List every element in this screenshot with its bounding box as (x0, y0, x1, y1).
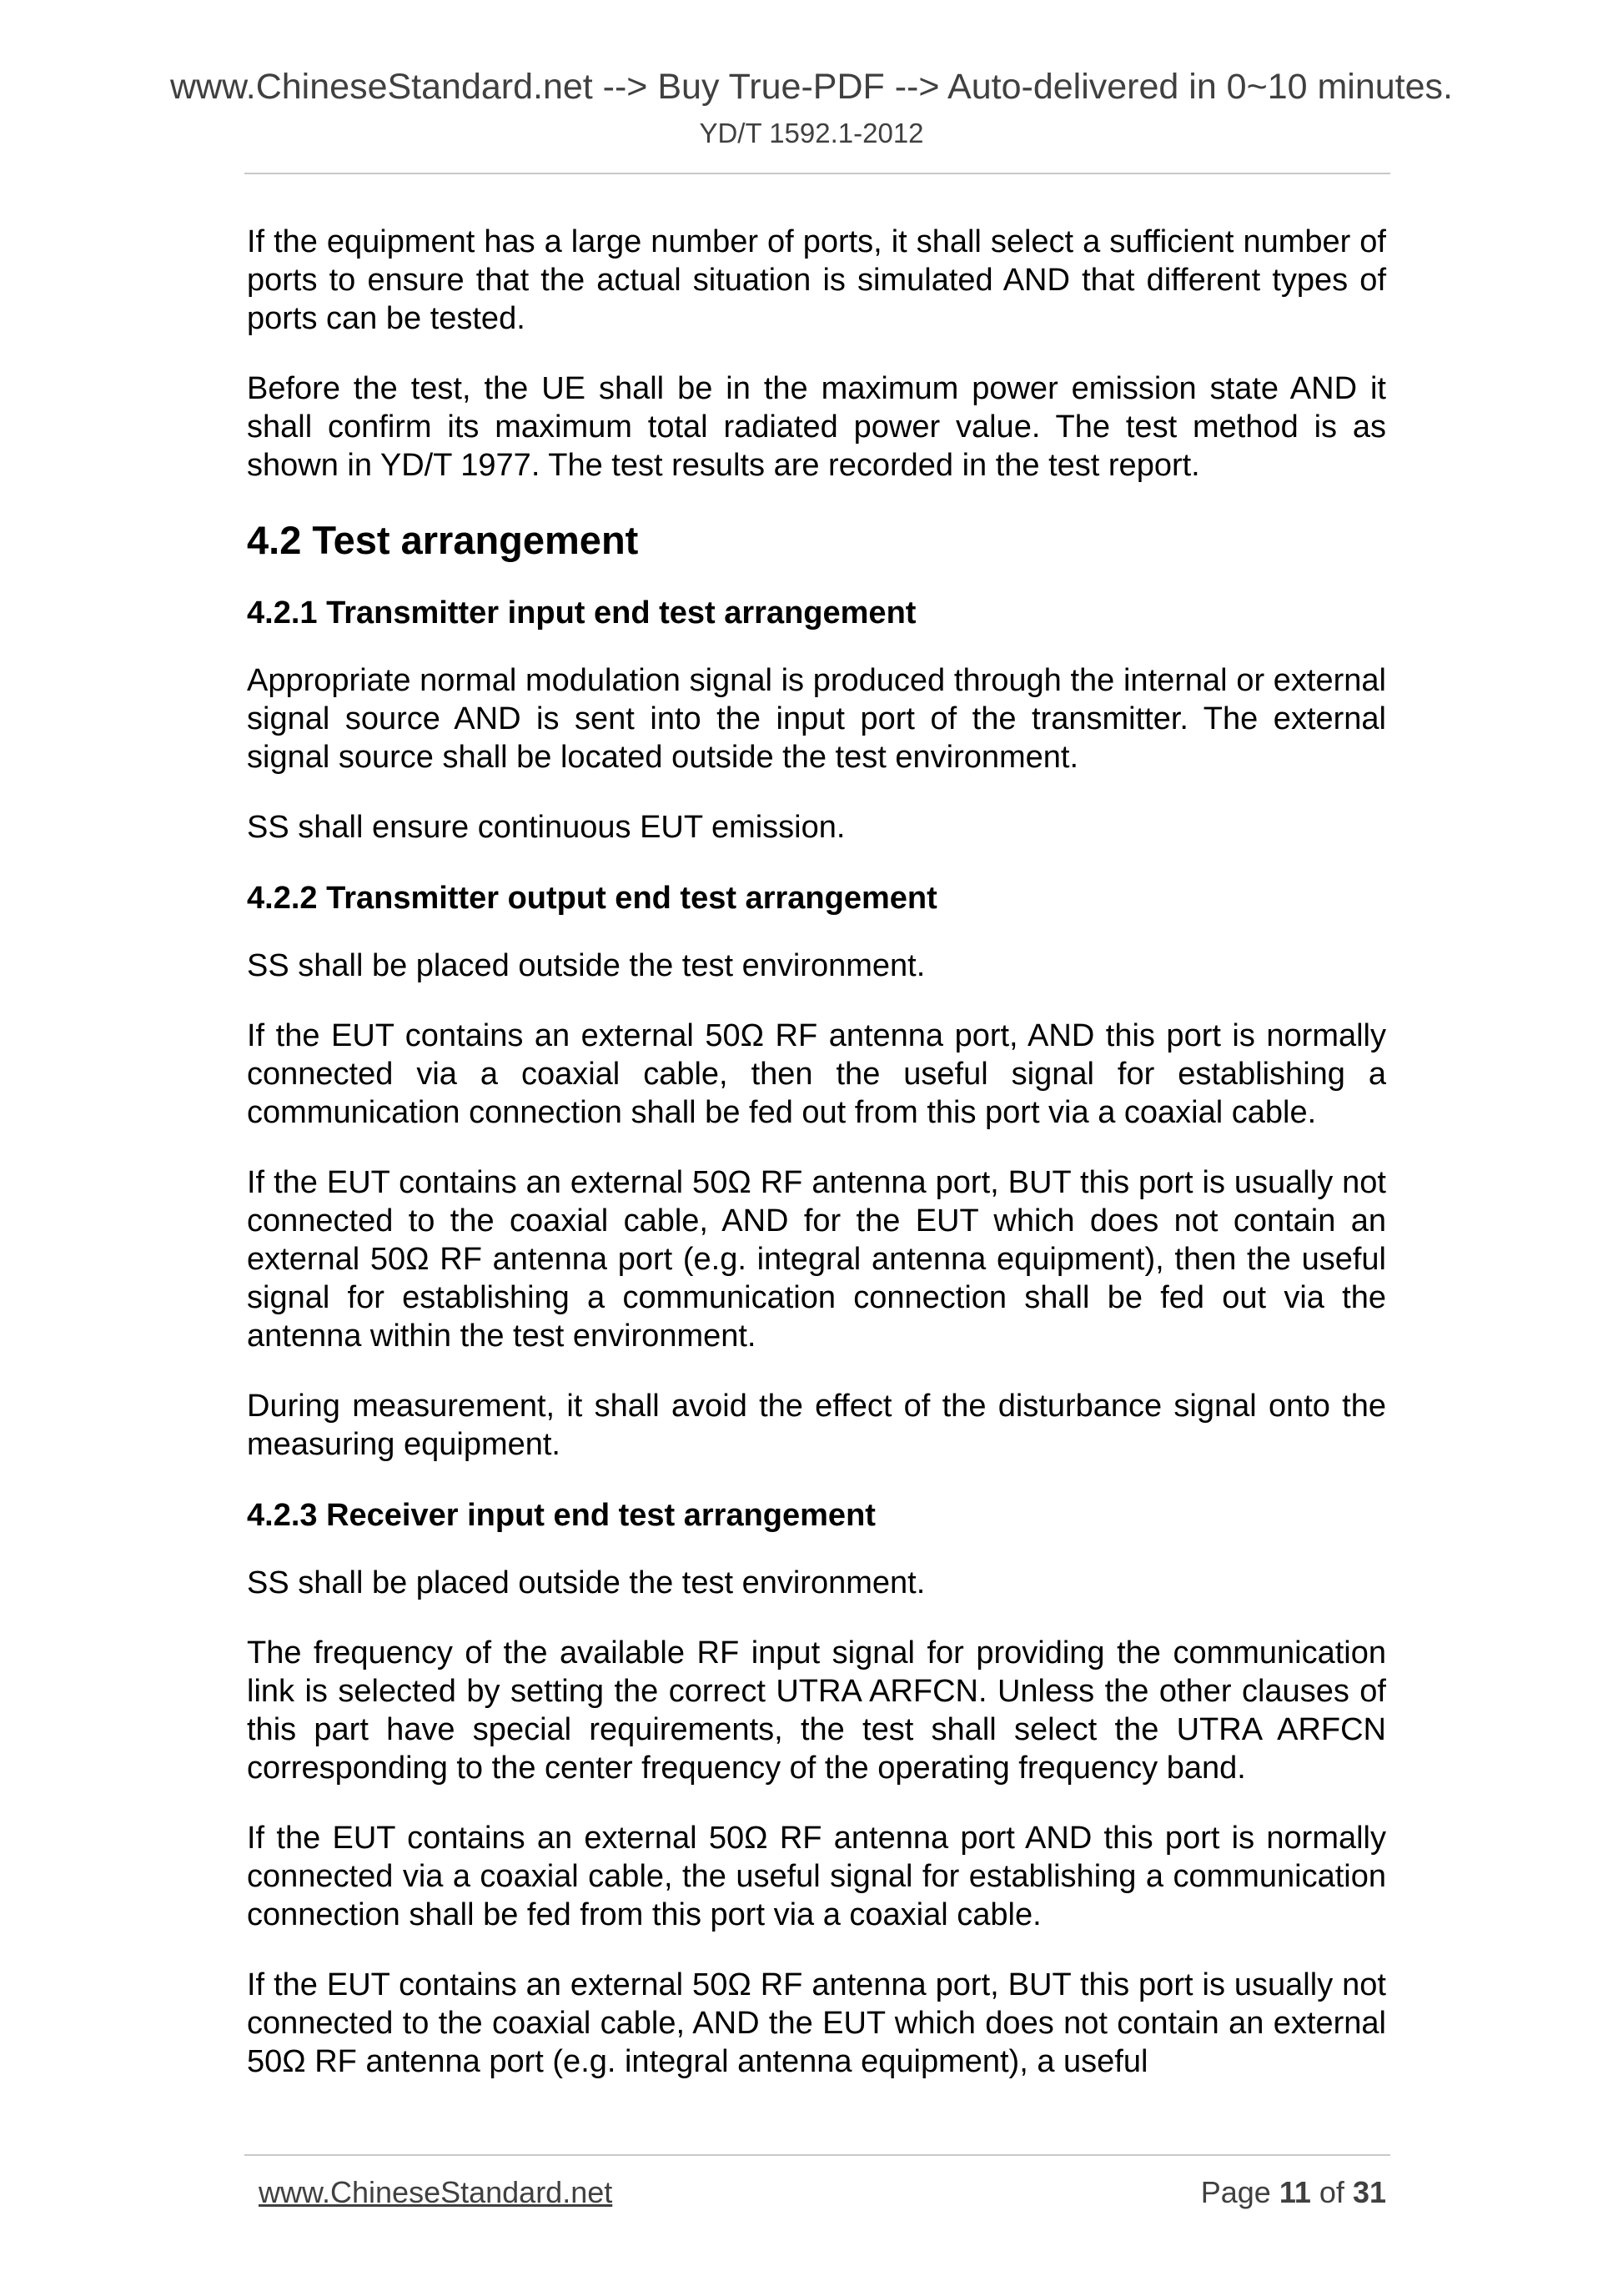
page-of: of (1319, 2175, 1344, 2209)
paragraph: During measurement, it shall avoid the effect of the disturbance signal onto the measuring equipment. (247, 1389, 1386, 1462)
paragraph: The frequency of the available RF input signal for providing the communication link is selected by setting the correct UTRA ARFCN. Unless the other clauses of this part have special requirements, the test shall select the UTRA ARFCN corresponding to the center frequency of the operating frequency band. (247, 1635, 1386, 1786)
paragraph: SS shall be placed outside the test environment. (247, 948, 926, 983)
page-header (0, 63, 1623, 152)
total-pages: 31 (1352, 2175, 1386, 2209)
subsection-heading-4-2-3: 4.2.3 Receiver input end test arrangement (247, 1498, 876, 1533)
subsection-heading-4-2-2: 4.2.2 Transmitter output end test arrangement (247, 881, 937, 916)
page-indicator (1201, 2173, 1386, 2212)
standard-number: YD/T 1592.1-2012 (699, 118, 924, 148)
footer-site-link[interactable]: www.ChineseStandard.net (259, 2175, 613, 2209)
paragraph: SS shall ensure continuous EUT emission. (247, 810, 846, 845)
page-word: Page (1200, 2175, 1271, 2209)
header-divider (244, 173, 1390, 174)
paragraph: If the EUT contains an external 50Ω RF antenna port, AND this port is normally connected via a coaxial cable, then the useful signal for establishing a communication connection shall be fed out from this port via a coaxial cable. (247, 1018, 1386, 1130)
header-banner: www.ChineseStandard.net --> Buy True-PDF --> Auto-delivered in 0~10 minutes. (169, 67, 1453, 107)
document-body (247, 223, 1386, 2113)
paragraph: Before the test, the UE shall be in the maximum power emission state AND it shall confirm its maximum total radiated power value. The test method is as shown in YD/T 1977. The test results are recorded in the test report. (247, 371, 1386, 483)
paragraph: SS shall be placed outside the test environment. (247, 1565, 926, 1600)
paragraph: If the EUT contains an external 50Ω RF antenna port AND this port is normally connected via a coaxial cable, the useful signal for establishing a communication connection shall be fed from this port via a coaxial cable. (247, 1821, 1386, 1932)
paragraph: If the EUT contains an external 50Ω RF antenna port, BUT this port is usually not connected to the coaxial cable, AND the EUT which does not contain an external 50Ω RF antenna port (e.g. integral antenna equipment), a useful (247, 1967, 1386, 2079)
paragraph: If the EUT contains an external 50Ω RF antenna port, BUT this port is usually not connected to the coaxial cable, AND for the EUT which does not contain an external 50Ω RF antenna port (e.g. integral antenna equipment), then the useful signal for establishing a communication connection shall be fed out via the antenna within the test environment. (247, 1165, 1386, 1354)
footer-divider (244, 2154, 1390, 2156)
section-heading-4-2: 4.2 Test arrangement (247, 518, 639, 562)
paragraph: If the equipment has a large number of ports, it shall select a sufficient number of ports to ensure that the actual situation is simulated AND that different types of ports can be tested. (247, 224, 1386, 336)
current-page: 11 (1279, 2175, 1311, 2209)
paragraph: Appropriate normal modulation signal is produced through the internal or external signal source AND is sent into the input port of the transmitter. The external signal source shall be located outside the test environment. (247, 663, 1386, 775)
subsection-heading-4-2-1: 4.2.1 Transmitter input end test arrangement (247, 595, 917, 631)
